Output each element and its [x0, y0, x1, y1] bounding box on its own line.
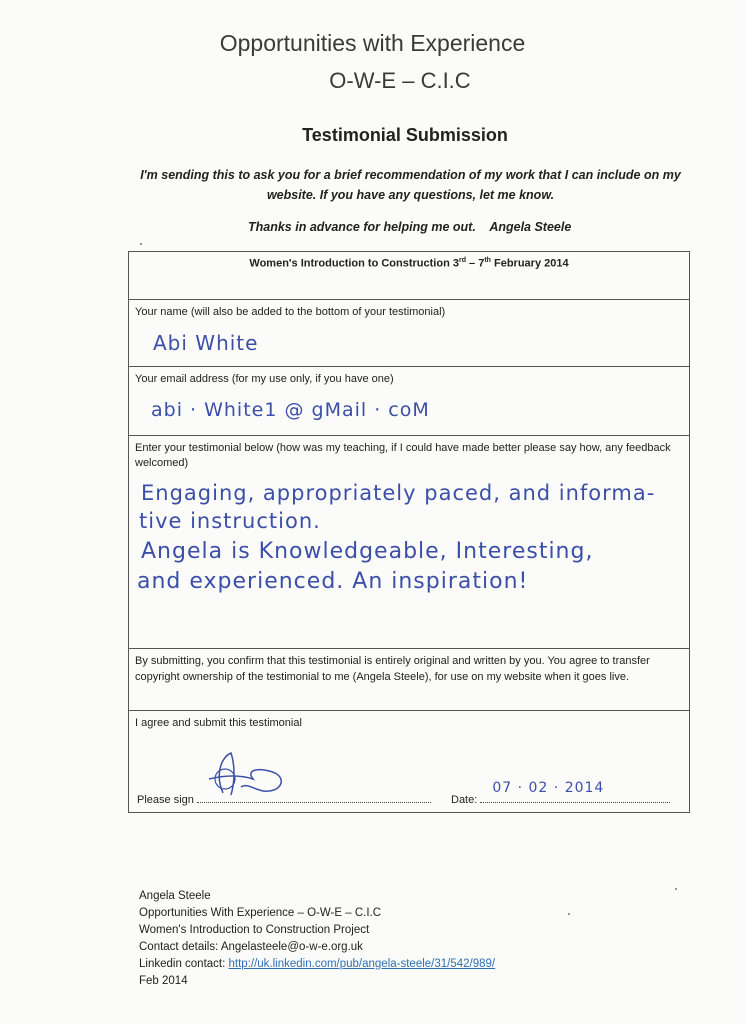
footer [139, 888, 495, 990]
testimonial-label: Enter your testimonial below (how was my teaching, if I could have made better please say how, any feedback welcomed) [135, 442, 671, 469]
linkedin-link[interactable]: http://uk.linkedin.com/pub/angela-steele/31/542/989/ [228, 958, 496, 970]
date-dotted-line [480, 780, 670, 803]
legal-text: By submitting, you confirm that this testimonial is entirely original and written by you. You agree to transfer copyright ownership of the testimonial to me (Angela Steele), for use on my website when it goes live. [135, 655, 650, 683]
name-field[interactable]: Abi White [153, 331, 259, 355]
org-abbrev: O-W-E – C.I.C [329, 68, 471, 93]
thanks-text: Thanks in advance for helping me out. [248, 220, 476, 234]
footer-project: Women's Introduction to Construction Project [139, 924, 370, 936]
footer-date: Feb 2014 [139, 975, 188, 987]
footer-contact: Contact details: Angelasteele@o-w-e.org.uk [139, 941, 363, 953]
legal-row [129, 649, 689, 711]
sign-label: Please sign [137, 794, 194, 806]
testimonial-form [128, 251, 690, 813]
org-title: Opportunities with Experience [219, 30, 526, 56]
course-sup-rd: rd [458, 257, 466, 264]
form-title: Testimonial Submission [302, 125, 508, 145]
testimonial-row [129, 436, 689, 649]
testimonial-line: tive instruction. [139, 509, 321, 533]
intro-text: I'm sending this to ask you for a brief recommendation of my work that I can include on my website. If you have any questions, let me know. [140, 168, 681, 202]
name-row [129, 300, 689, 367]
course-row [129, 252, 689, 300]
linkedin-label: Linkedin contact: [139, 958, 226, 970]
testimonial-line: Engaging, appropriately paced, and informa- [141, 481, 656, 505]
agree-label: I agree and submit this testimonial [135, 717, 302, 729]
footer-linkedin [139, 956, 495, 973]
footer-name: Angela Steele [139, 890, 211, 902]
footer-org: Opportunities With Experience – O-W-E – C.I.C [139, 907, 382, 919]
course-title [129, 257, 689, 270]
signature-mark [201, 749, 291, 801]
date-label: Date: [451, 794, 478, 806]
course-title-mid: – 7 [465, 257, 485, 270]
sign-row [129, 711, 689, 812]
date-area[interactable] [451, 780, 670, 806]
testimonial-line: Angela is Knowledgeable, Interesting, [141, 539, 594, 564]
email-row [129, 367, 689, 436]
author-name: Angela Steele [489, 220, 572, 234]
course-title-end: February 2014 [490, 257, 569, 270]
date-field: 07 · 02 · 2014 [492, 780, 605, 796]
scan-speck [675, 888, 677, 890]
testimonial-line: and experienced. An inspiration! [137, 569, 529, 594]
testimonial-field[interactable] [137, 481, 683, 641]
scan-speck [568, 913, 570, 915]
email-field[interactable]: abi · White1 @ gMail · coM [151, 399, 430, 421]
name-label: Your name (will also be added to the bottom of your testimonial) [135, 306, 446, 318]
email-label: Your email address (for my use only, if you have one) [135, 373, 394, 385]
scan-speck [140, 243, 142, 245]
course-sup-th: th [484, 257, 491, 264]
course-title-start: Women's Introduction to Construction 3 [249, 257, 459, 270]
thanks-line [248, 220, 571, 234]
